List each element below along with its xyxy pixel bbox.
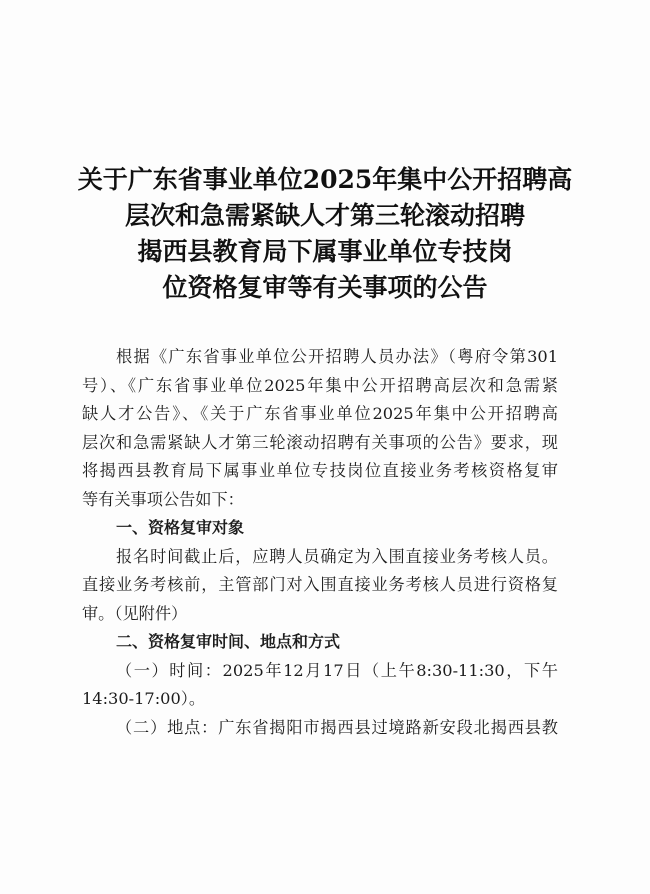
title-line: 位资格复审等有关事项的公告 xyxy=(162,273,488,302)
section-heading: 一、资格复审对象 xyxy=(116,518,245,537)
paragraph-line: （二）地点：广东省揭阳市揭西县过境路新安段北揭西县教 xyxy=(116,717,558,737)
paragraph-line: 将揭西县教育局下属事业单位专技岗位直接业务考核资格复审 xyxy=(82,461,558,480)
paragraph-line: 等有关事项公告如下： xyxy=(82,489,244,509)
document-body xyxy=(82,343,558,742)
paragraph-line: 根据《广东省事业单位公开招聘人员办法》（粤府令第301 xyxy=(116,347,558,366)
paragraph-line: （一）时间：2025年12月17日（上午8:30-11:30，下午 xyxy=(116,660,558,680)
paragraph-line: 14:30-17:00）。 xyxy=(82,689,206,708)
document-title xyxy=(40,162,610,306)
paragraph-line: 层次和急需紧缺人才第三轮滚动招聘有关事项的公告》要求，现 xyxy=(82,432,558,452)
title-line: 揭西县教育局下属事业单位专技岗 xyxy=(137,237,513,266)
section-heading: 二、资格复审时间、地点和方式 xyxy=(116,632,341,651)
title-line: 关于广东省事业单位2025年集中公开招聘高 xyxy=(77,165,573,194)
paragraph-line: 报名时间截止后，应聘人员确定为入围直接业务考核人员。 xyxy=(116,546,558,566)
paragraph-line: 缺人才公告》、《关于广东省事业单位2025年集中公开招聘高 xyxy=(82,404,558,423)
paragraph-line: 审。（见附件） xyxy=(82,603,188,623)
paragraph-line: 直接业务考核前，主管部门对入围直接业务考核人员进行资格复 xyxy=(82,575,558,594)
paragraph-line: 号）、《广东省事业单位2025年集中公开招聘高层次和急需紧 xyxy=(82,375,558,395)
title-line: 层次和急需紧缺人才第三轮滚动招聘 xyxy=(124,201,525,230)
